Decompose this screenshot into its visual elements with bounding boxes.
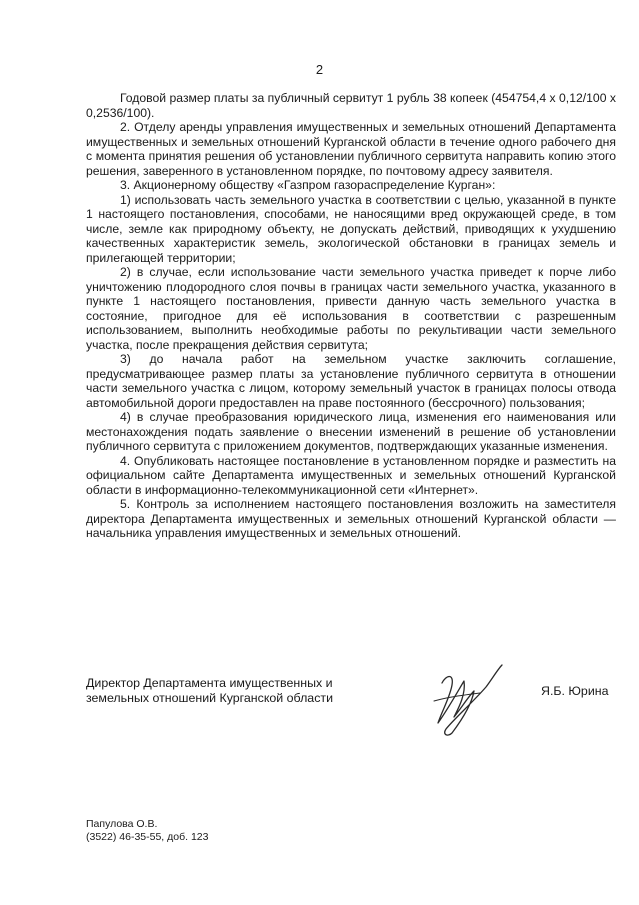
executor-phone: (3522) 46-35-55, доб. 123 (86, 831, 209, 843)
paragraph-item-2: 2. Отделу аренды управления имущественных и земельных отношений Департамента имущественных и земельных отношений Курганской области в течение одного рабочего дня с момента принятия решения об установлении публичного сервитута направить копию этого решения, заверенного в установленном порядке, по почтовому адресу заявителя. (86, 120, 616, 178)
paragraph-item-3-2: 2) в случае, если использование части земельного участка приведет к порче либо уничтожению плодородного слоя почвы в границах части земельного участка, указанного в пункте 1 настоящего постановления, привести данную часть земельного участка в состояние, пригодное для её использования в соответствии с разрешенным использованием, выполнить необходимые работы по рекультивации части земельного участка, после прекращения действия сервитута; (86, 265, 616, 352)
paragraph-item-3-4: 4) в случае преобразования юридического лица, изменения его наименования или местонахождения подать заявление о внесении изменений в решение об установлении публичного сервитута с приложением документов, подтверждающих указанные изменения. (86, 410, 616, 453)
signature-block (86, 676, 616, 736)
paragraph-fee: Годовой размер платы за публичный сервитут 1 рубль 38 копеек (454754,4 х 0,12/100 х 0,2536/100). (86, 91, 616, 120)
signer-title-line-2: земельных отношений Курганской области (86, 691, 333, 705)
signer-name: Я.Б. Юрина (541, 684, 609, 698)
paragraph-item-3-1: 1) использовать часть земельного участка в соответствии с целью, указанной в пункте 1 настоящего постановления, способами, не наносящими вред окружающей среде, в том числе, земле как природному объекту, не допускать действий, приводящих к ухудшению качественных характеристик земель, экологической обстановки в границах земель и прилегающей территории; (86, 192, 616, 265)
page-number: 2 (315, 62, 324, 77)
paragraph-item-3-3: 3) до начала работ на земельном участке заключить соглашение, предусматривающее размер платы за установление публичного сервитута в отношении части земельного участка с лицом, которому земельный участок в границах полосы отвода автомобильной дороги предоставлен на праве постоянного (бессрочного) пользования; (86, 352, 616, 410)
paragraph-item-5: 5. Контроль за исполнением настоящего постановления возложить на заместителя директора Департамента имущественных и земельных отношений Курганской области — начальника управления имущественных и земельных отношений. (86, 497, 616, 540)
signer-title-line-1: Директор Департамента имущественных и (86, 676, 333, 690)
paragraph-item-3: 3. Акционерному обществу «Газпром газораспределение Курган»: (120, 178, 496, 192)
paragraph-item-4: 4. Опубликовать настоящее постановление в установленном порядке и разместить на официальном сайте Департамента имущественных и земельных отношений Курганской области в информационно-телекоммуникационной сети «Интернет». (86, 453, 616, 497)
handwritten-signature (428, 661, 518, 741)
executor-name: Папулова О.В. (86, 818, 158, 830)
executor-info (86, 818, 208, 844)
signer-title (86, 676, 333, 706)
document-body (86, 91, 616, 541)
